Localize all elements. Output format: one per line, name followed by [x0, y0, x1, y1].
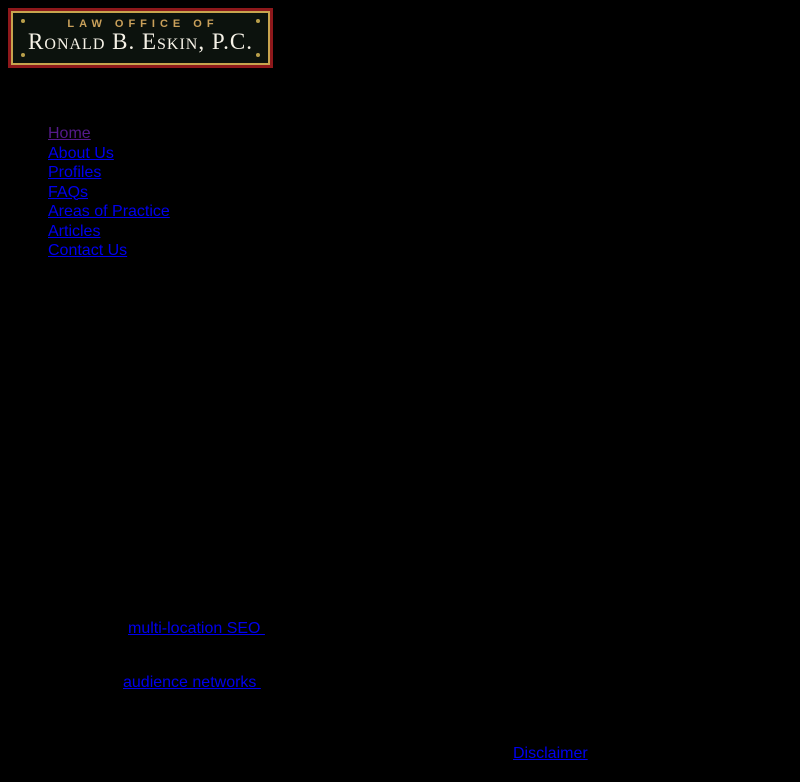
- rivet-icon-top-right: [256, 19, 260, 23]
- rivet-icon-bottom-right: [256, 53, 260, 57]
- nav-link-articles[interactable]: Articles: [48, 222, 101, 240]
- audience-networks-link[interactable]: audience networks: [123, 674, 261, 691]
- nav-link-home[interactable]: Home: [48, 125, 91, 142]
- nav-link-faqs[interactable]: FAQs: [48, 183, 89, 201]
- rivet-icon-top-left: [21, 19, 25, 23]
- nav-link-profiles[interactable]: Profiles: [48, 164, 102, 181]
- nav-link-contact-us[interactable]: Contact Us: [48, 242, 128, 259]
- logo-tagline: LAW OFFICE OF: [67, 18, 219, 30]
- law-office-logo[interactable]: [8, 8, 273, 68]
- disclaimer-link[interactable]: Disclaimer: [513, 745, 588, 762]
- logo-plate: [11, 11, 270, 65]
- multi-location-seo-link[interactable]: multi-location SEO: [128, 620, 265, 637]
- main-nav: [48, 124, 170, 261]
- rivet-icon-bottom-left: [21, 53, 25, 57]
- logo-firm-name: Ronald B. Eskin, P.C.: [28, 29, 253, 54]
- nav-link-areas-of-practice[interactable]: Areas of Practice: [48, 203, 170, 220]
- nav-link-about-us[interactable]: About Us: [48, 144, 114, 162]
